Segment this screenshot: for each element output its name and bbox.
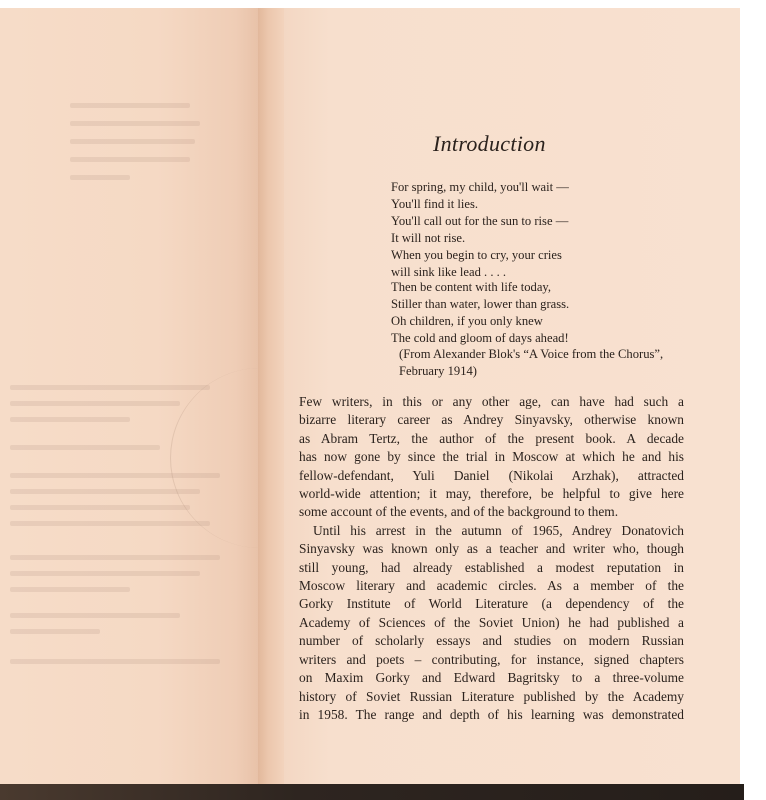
text-line: Few writers, in this or any other age, can have had such a [299, 394, 684, 409]
verse-line: The cold and gloom of days ahead! [391, 331, 569, 345]
text-line: Gorky Institute of World Literature (a dependency of the [299, 596, 684, 612]
left-page-bleed-through [0, 8, 262, 784]
verse-line: Then be content with life today, [391, 280, 552, 294]
text-line: Until his arrest in the autumn of 1965, Andrey Donatovich [313, 522, 684, 538]
text-line: bizarre literary career as Andrey Sinyavsky, otherwise known [299, 412, 684, 428]
verse-line: Stiller than water, lower than grass. [391, 297, 570, 311]
text-line: some account of the events, and of the background to them. [299, 504, 619, 520]
verse-line: For spring, my child, you'll wait — [391, 180, 569, 194]
verse-line: You'll find it lies. [391, 197, 479, 211]
text-line: in 1958. The range and depth of his learning was demonstrated [299, 706, 684, 722]
verse-line: Oh children, if you only knew [391, 314, 543, 328]
attribution-line: February 1914) [399, 364, 477, 378]
page-title: Introduction [433, 131, 546, 156]
text-line: has now gone by since the trial in Moscow at which he and his [299, 449, 684, 465]
epigraph-stanza-1 [391, 179, 569, 281]
scan-bottom-edge [0, 784, 744, 800]
text-line: still young, had already established a modest reputation in [299, 559, 684, 575]
verse-line: You'll call out for the sun to rise — [391, 214, 569, 228]
text-line: writers and poets – contributing, for instance, signed chapters [299, 651, 684, 667]
text-line: Sinyavsky was known only as a teacher and writer who, though [299, 541, 684, 557]
text-line: Moscow literary and academic circles. As a member of the [299, 578, 684, 594]
text-line: fellow-defendant, Yuli Daniel (Nikolai Arzhak), attracted [299, 467, 684, 483]
paragraph-2 [299, 522, 684, 724]
epigraph-stanza-2 [391, 279, 569, 347]
verse-line: When you begin to cry, your cries [391, 248, 562, 262]
text-line: as Abram Tertz, the author of the present book. A decade [299, 430, 684, 446]
text-line: number of scholarly essays and studies on modern Russian [299, 633, 684, 649]
text-line: history of Soviet Russian Literature published by the Academy [299, 688, 684, 704]
attribution-line: (From Alexander Blok's “A Voice from the Chorus”, [399, 347, 664, 361]
text-line: on Maxim Gorky and Edward Bagritsky to a three-volume [299, 670, 684, 686]
body-text [299, 393, 684, 724]
paragraph-1 [299, 393, 684, 522]
text-line: Academy of Sciences of the Soviet Union) he had published a [299, 614, 684, 630]
verse-line: It will not rise. [391, 231, 466, 245]
verse-line: will sink like lead . . . . [391, 265, 507, 279]
epigraph-attribution [399, 346, 663, 380]
text-line: world-wide attention; it may, therefore, be helpful to give here [299, 486, 684, 502]
